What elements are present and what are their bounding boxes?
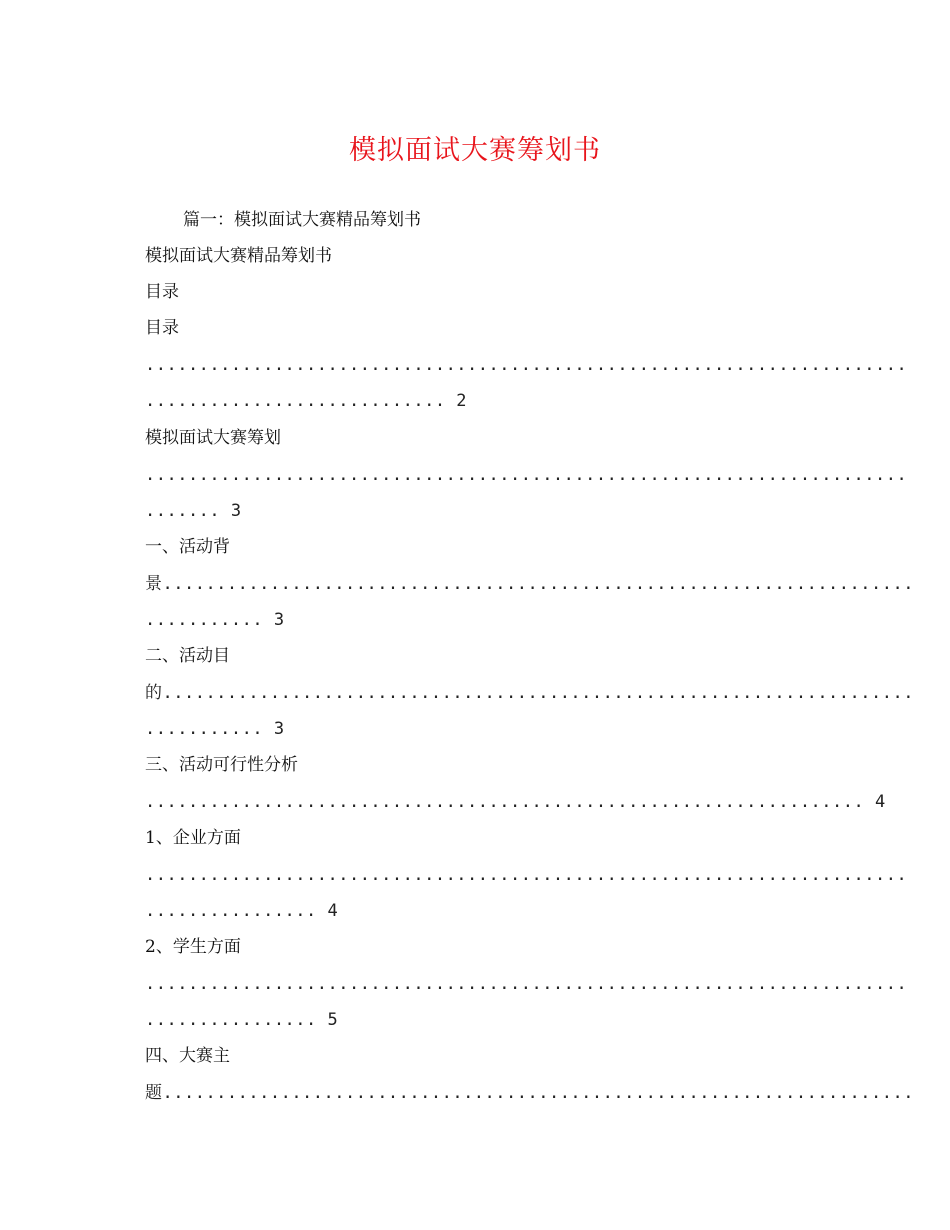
toc-leader-page: ............................ 2 [145,391,468,411]
toc-leader-page: ................ 4 [145,901,339,921]
toc-heading: 目录 [145,282,179,302]
toc-leader-line: ....................................................................... [145,465,908,485]
document-title: 模拟面试大赛筹划书 [349,135,601,166]
toc-entry-label: 四、大赛主 [145,1046,230,1066]
toc-leader-page: ................................................................... 4 [145,792,886,812]
toc-leader-page: ....... 3 [145,501,242,521]
toc-entry-label: 2、学生方面 [145,937,241,957]
section-heading: 篇一：模拟面试大赛精品筹划书 [183,210,421,230]
toc-leader-line: 题...................................................................... [145,1083,914,1103]
toc-leader-page: ........... 3 [145,719,285,739]
toc-leader-line: 的...................................................................... [145,683,914,703]
toc-leader-page: ........... 3 [145,610,285,630]
toc-leader-line: ....................................................................... [145,865,908,885]
toc-leader-line: ....................................................................... [145,355,908,375]
toc-leader-page: ................ 5 [145,1010,339,1030]
toc-entry-label: 目录 [145,318,179,338]
toc-entry-label: 三、活动可行性分析 [145,755,298,775]
toc-entry-label: 1、企业方面 [145,828,241,848]
toc-entry-label: 一、活动背 [145,537,230,557]
toc-entry-label: 模拟面试大赛筹划 [145,428,281,448]
toc-leader-line: ....................................................................... [145,974,908,994]
subtitle: 模拟面试大赛精品筹划书 [145,246,332,266]
toc-leader-line: 景...................................................................... [145,574,914,594]
toc-entry-label: 二、活动目 [145,646,230,666]
